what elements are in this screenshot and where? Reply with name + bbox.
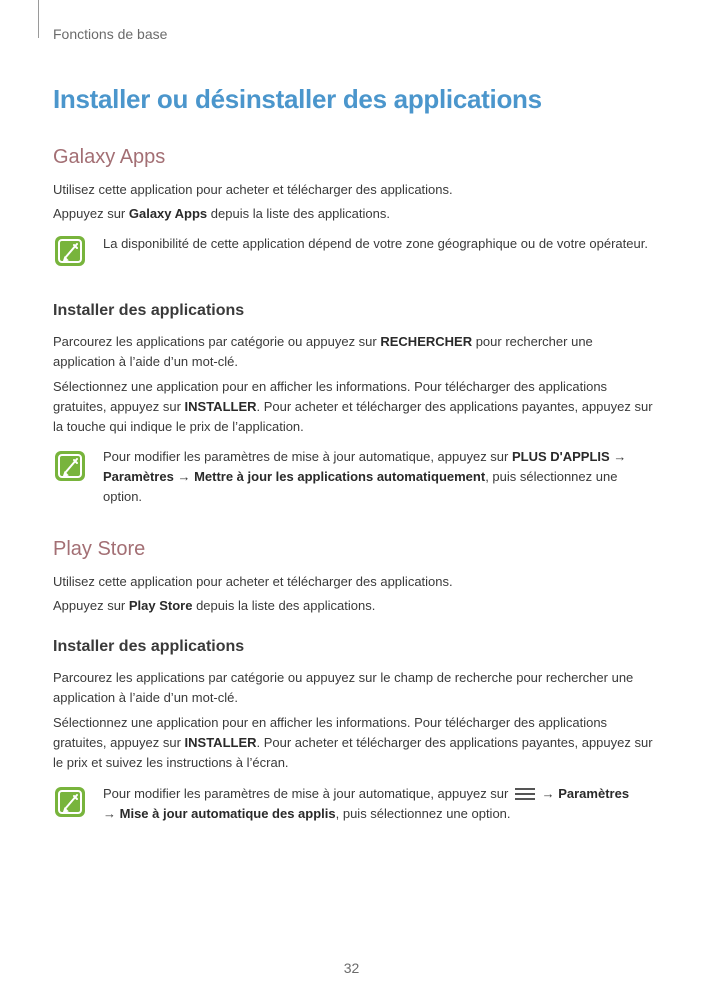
running-header: Fonctions de base <box>53 26 168 42</box>
note-icon <box>54 786 86 818</box>
play-paragraph-1: Utilisez cette application pour acheter et télécharger des applications. <box>53 574 453 589</box>
subsection-heading-install-play: Installer des applications <box>53 638 245 655</box>
section-heading-play-store: Play Store <box>53 538 146 560</box>
galaxy-paragraph-2: Appuyez sur Galaxy Apps depuis la liste des applications. <box>53 206 390 221</box>
galaxy-availability-note: La disponibilité de cette application dépend de votre zone géographique ou de votre opérateur. <box>103 236 648 251</box>
galaxy-install-paragraph-1: Parcourez les applications par catégorie ou appuyez sur RECHERCHER pour rechercher une application à l’aide d’un mot-clé. <box>53 334 593 369</box>
header-rule <box>38 0 39 38</box>
galaxy-auto-update-note: Pour modifier les paramètres de mise à jour automatique, appuyez sur PLUS D'APPLIS → Paramètres → Mettre à jour les applications automatiquement, puis sélectionnez une option. <box>103 449 627 504</box>
note-icon <box>54 450 86 482</box>
section-heading-galaxy-apps: Galaxy Apps <box>53 146 166 168</box>
subsection-heading-install-galaxy: Installer des applications <box>53 302 245 319</box>
play-install-paragraph-2: Sélectionnez une application pour en afficher les informations. Pour télécharger des applications gratuites, appuyez sur INSTALLER. Pour acheter et télécharger des applications payantes, appuyez sur le prix et suivez les instructions à l’écran. <box>53 715 653 770</box>
play-paragraph-2: Appuyez sur Play Store depuis la liste des applications. <box>53 598 376 613</box>
page-title: Installer ou désinstaller des applications <box>53 84 542 114</box>
page-number: 32 <box>343 960 360 976</box>
galaxy-install-paragraph-2: Sélectionnez une application pour en afficher les informations. Pour télécharger des applications gratuites, appuyez sur INSTALLER. Pour acheter et télécharger des applications payantes, appuyez sur la touche qui indique le prix de l’application. <box>53 379 653 434</box>
galaxy-paragraph-1: Utilisez cette application pour acheter et télécharger des applications. <box>53 182 453 197</box>
note-icon <box>54 235 86 267</box>
play-auto-update-note: Pour modifier les paramètres de mise à jour automatique, appuyez sur → Paramètres → Mise à jour automatique des applis, puis sélectionnez une option. <box>103 786 630 821</box>
play-install-paragraph-1: Parcourez les applications par catégorie ou appuyez sur le champ de recherche pour rechercher une application à l’aide d’un mot-clé. <box>53 670 634 705</box>
menu-icon <box>515 787 535 801</box>
